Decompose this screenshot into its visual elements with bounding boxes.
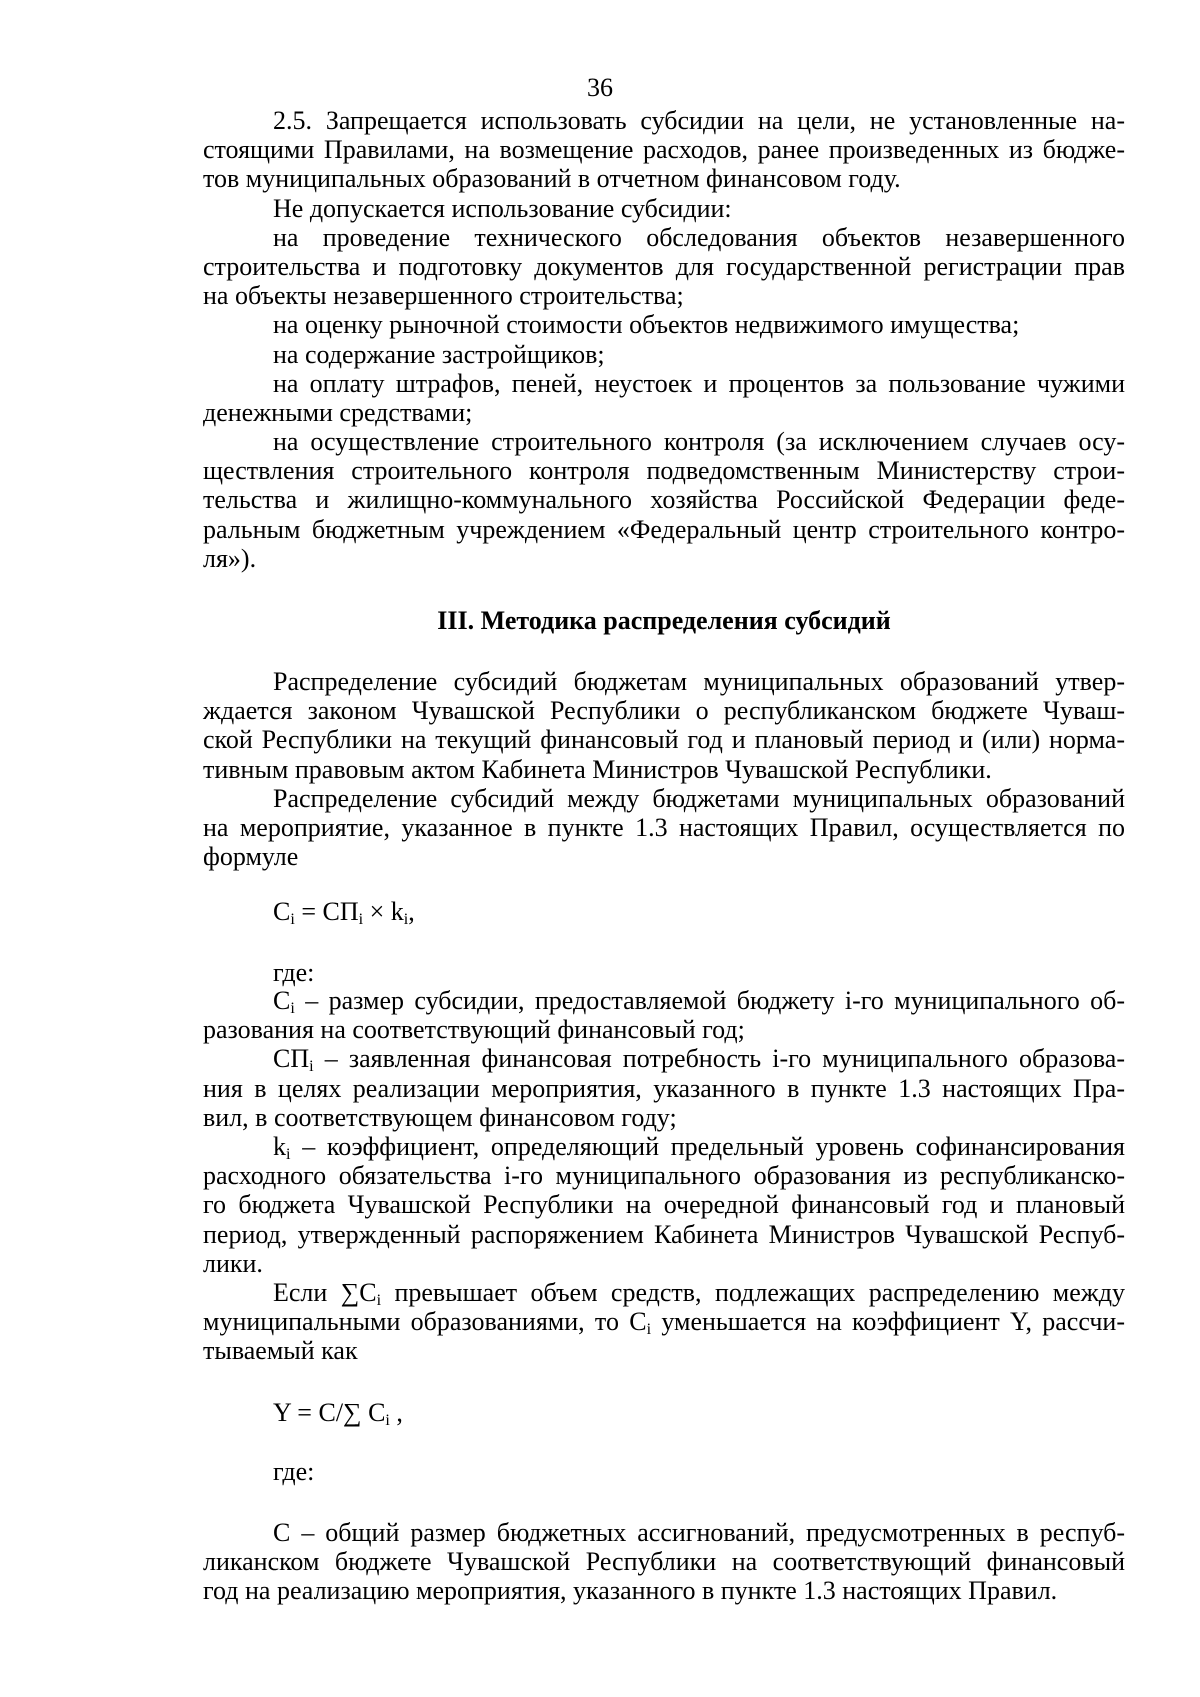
text-line: на осуществление строительного контроля (за исключением случаев осу-	[273, 427, 1125, 457]
text-line: $СП_i$ – заявленная финансовая потребность i-го муниципального образова-	[273, 1044, 1125, 1076]
text-line: ральным бюджетным учреждением «Федеральный центр строительного контро-	[203, 514, 1125, 544]
text-line: ской Республики на текущий финансовый год и плановый период и (или) норма-	[203, 725, 1125, 755]
text-line: год на реализацию мероприятия, указанного в пункте 1.3 настоящих Правил.	[203, 1576, 1058, 1606]
text-line: Не допускается использование субсидии:	[273, 193, 732, 223]
text-line: ния в целях реализации мероприятия, указанного в пункте 1.3 настоящих Пра-	[203, 1073, 1125, 1103]
section-restrictions	[203, 106, 1125, 573]
text-line: лики.	[203, 1248, 263, 1278]
text-line: вил, в соответствующем финансовом году;	[203, 1102, 677, 1132]
text-line: расходного обязательства i-го муниципального образования из республиканско-	[203, 1161, 1125, 1191]
text-line: на содержание застройщиков;	[273, 339, 605, 369]
text-line: муниципальными образованиями, то $C_i$ уменьшается на коэффициент Y, рассчи-	[203, 1307, 1125, 1339]
text-line: го бюджета Чувашской Республики на очередной финансовый год и плановый	[203, 1190, 1125, 1220]
formula-y: Y = C/∑ $C_i$ ,	[273, 1398, 403, 1430]
text-line: денежными средствами;	[203, 397, 473, 427]
text-line: $C_i$ – размер субсидии, предоставляемой бюджету i-го муниципального об-	[273, 986, 1125, 1018]
text-line: тивным правовым актом Кабинета Министров Чувашской Республики.	[203, 754, 992, 784]
text-line: на мероприятие, указанное в пункте 1.3 настоящих Правил, осуществляется по	[203, 812, 1125, 842]
section-total	[203, 1518, 1125, 1606]
text-line: разования на соответствующий финансовый год;	[203, 1015, 745, 1045]
text-line: Распределение субсидий бюджетам муниципальных образований утвер-	[273, 667, 1125, 696]
text-line: тельства и жилищно-коммунального хозяйства Российской Федерации феде-	[203, 485, 1125, 515]
section-heading: III. Методика распределения субсидий	[437, 606, 891, 635]
where-label: где:	[273, 1457, 315, 1486]
where-label: где:	[273, 958, 315, 987]
text-line: ждается законом Чувашской Республики о республиканском бюджете Чуваш-	[203, 696, 1125, 726]
text-line: Если $\sum C_i$ превышает объем средств, подлежащих распределению между	[273, 1277, 1125, 1309]
text-line: период, утвержденный распоряжением Кабинета Министров Чувашской Респуб-	[203, 1219, 1125, 1249]
formula-ci: $C_i = СП_i \times k_i$,	[273, 897, 415, 929]
text-line: на оплату штрафов, пеней, неустоек и процентов за пользование чужими	[273, 368, 1125, 398]
text-line: строительства и подготовку документов для государственной регистрации прав	[203, 251, 1125, 281]
text-line: формуле	[203, 842, 299, 872]
page-number: 36	[587, 73, 613, 102]
text-line: тов муниципальных образований в отчетном финансовом году.	[203, 164, 901, 194]
text-line: 2.5. Запрещается использовать субсидии на цели, не установленные на-	[273, 106, 1125, 135]
text-line: Распределение субсидий между бюджетами муниципальных образований	[273, 783, 1125, 813]
text-line: тываемый как	[203, 1336, 358, 1366]
text-line: на проведение технического обследования объектов незавершенного	[273, 222, 1125, 252]
text-line: ликанском бюджете Чувашской Республики на соответствующий финансовый	[203, 1547, 1125, 1577]
text-line: ществления строительного контроля подведомственным Министерству строи-	[203, 456, 1125, 486]
text-line: стоящими Правилами, на возмещение расходов, ранее произведенных из бюдже-	[203, 135, 1125, 165]
text-line: на объекты незавершенного строительства;	[203, 281, 684, 311]
text-line: на оценку рыночной стоимости объектов недвижимого имущества;	[273, 310, 1020, 340]
text-line: C – общий размер бюджетных ассигнований, предусмотренных в респуб-	[273, 1518, 1125, 1547]
text-line: ля»).	[203, 543, 257, 573]
section-definitions	[203, 986, 1125, 1365]
section-distribution	[203, 667, 1125, 871]
text-line: $k_i$ – коэффициент, определяющий предельный уровень софинансирования	[273, 1131, 1125, 1163]
